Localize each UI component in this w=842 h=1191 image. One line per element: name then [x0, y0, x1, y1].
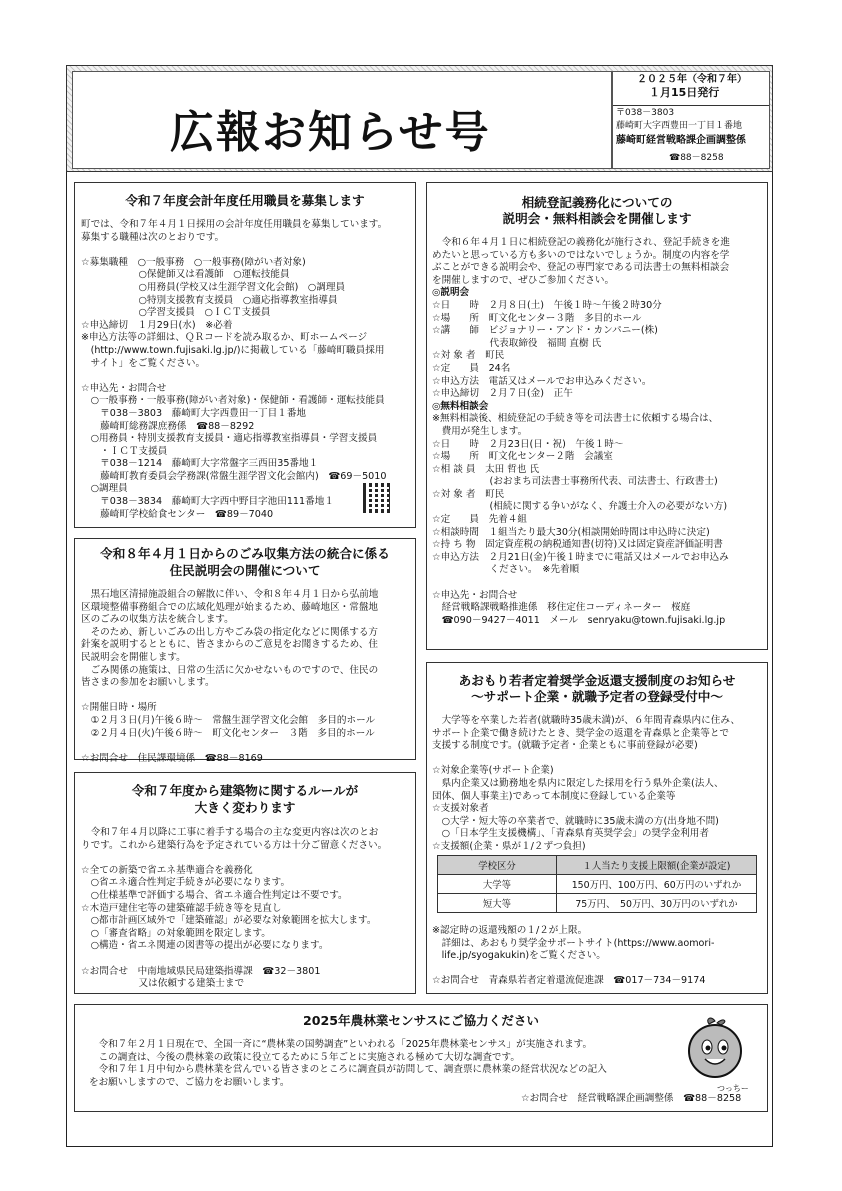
article-title-line1: 令和７年度から建築物に関するルールが: [131, 783, 359, 798]
article-title-line1: 令和８年４月１日からのごみ収集方法の統合に係る: [100, 546, 390, 561]
table-header: 学校区分: [438, 856, 557, 875]
publisher-dept: 藤崎町経営戦略課企画調整係: [616, 135, 746, 146]
article-staff-recruitment: [74, 182, 416, 528]
article-title-line2: 住民説明会の開催について: [169, 563, 321, 578]
publisher-postal: 〒038－3803: [616, 108, 675, 118]
article-body: 令和６年４月１日に相続登記の義務化が施行され、登記手続きを進 めたいと思っている方も多いのではないでしょうか。制度の内容を学 ぶことができる説明会や、登記の専門家である司法書士の無料相談会 を開催しますので、ぜひご参加ください。 ◎説明会 ☆日 時 ２月８日(土) 午後１時～午後２時30分 ☆場 所 町文化センター３階 多目的ホール ☆講 師 ビジョナリー・アンド・カンパニー(株) 代表取締役 福間 直樹 氏 ☆対 象 者 町民 ☆定 員 24名 ☆申込方法 電話又はメールでお申込みください。 ☆申込締切 ２月７日(金) 正午 ◎無料相談会 ※無料相談後、相続登記の手続き等を司法書士に依頼する場合は、 費用が発生します。 ☆日 時 ２月23日(日・祝) 午後１時～ ☆場 所 町文化センター２階 会議室 ☆相 談 員 太田 哲也 氏 (おおまち司法書士事務所代表、司法書士、行政書士) ☆対 象 者 町民 (相続に関する争いがなく、弁護士介入の必要がない方) ☆定 員 先着４組 ☆相談時間 １組当たり最大30分(相談開始時間は申込時に決定) ☆持 ち 物 固定資産税の納税通知書(切符)又は固定資産評価証明書 ☆申込方法 ２月21日(金)午後１時までに電話又はメールでお申込み ください。 ※先着順 ☆申込先・お問合せ 経営戦略課戦略推進係 移住定住コーディネーター 桜庭 ☎090－9427－4011 メール senryaku@town.fujisaki.lg.jp: [432, 237, 730, 626]
article-garbage-collection: [74, 538, 416, 764]
article-scholarship-support: [426, 662, 768, 994]
article-building-rules: [74, 772, 416, 994]
article-title: 令和７年度会計年度任用職員を募集します: [125, 193, 365, 208]
page-title: 広報お知らせ号: [170, 107, 491, 158]
article-body-top: 大学等を卒業した若者(就職時35歳未満)が、６年間青森県内に住み、 サポート企業で働き続けたとき、奨学金の返還を青森県と企業等とで 支援する制度です。(就職予定者・企業ともに事前登録が必要) ☆対象企業等(サポート企業) 県内企業又は勤務地を県内に限定した採用を行う県外企業(法人、 団体、個人事業主)であって本制度に登録している企業等 ☆支援対象者 ○大学・短大等の卒業者で、就職時に35歳未満の方(出身地不問) ○「日本学生支援機構」、「青森県育英奨学会」の奨学金利用者 ☆支援額(企業・県が１/２ずつ負担): [432, 715, 741, 852]
article-body: 町では、令和７年４月１日採用の会計年度任用職員を募集しています。 募集する職種は次のとおりです。 ☆募集職種 ○一般事務 ○一般事務(障がい者対象) ○保健師又は看護師 ○運転技能員 ○用務員(学校又は生涯学習文化会館) ○調理員 ○特別支援教育支援員 ○適応指導教室指導員 ○学習支援員 ○ＩＣＴ支援員 ☆申込締切 １月29日(水) ※必着 ※申込方法等の詳細は、ＱＲコードを読み取るか、町ホームページ (http://www.town.fujisaki.lg.jp/)に掲載している「藤崎町職員採用 サイト」をご覧ください。 ☆申込先・お問合せ ○一般事務・一般事務(障がい者対象)・保健師・看護師・運転技能員 〒038－3803 藤崎町大字西豊田一丁目１番地 藤崎町総務課庶務係 ☎88－8292 ○用務員・特別支援教育支援員・適応指導教室指導員・学習支援員 ・ＩＣＴ支援員 〒038－1214 藤崎町大字常盤字三西田35番地１ 藤崎町教育委員会学務課(常盤生涯学習文化会館内) ☎69－5010 ○調理員 〒038－3834 藤崎町大字西中野目字池田111番地１ 藤崎町学校給食センター ☎89－7040: [81, 219, 388, 520]
publisher-address: 藤崎町大字西豊田一丁目１番地: [616, 121, 743, 131]
article-title-line2: 大きく変わります: [194, 800, 296, 815]
masthead-divider: [613, 105, 769, 106]
article-body-bottom: ※認定時の返還残額の１/２が上限。 詳細は、あおもり奨学金サポートサイト(https://www.aomori- life.jp/syogakukin)をご覧ください。 ☆お問合せ 青森県若者定着還流促進課 ☎017－734－9174: [432, 925, 715, 987]
table-row: 短大等 75万円、 50万円、30万円のいずれか: [438, 894, 757, 913]
article-title: 2025年農林業センサスにご協力ください: [302, 1013, 540, 1028]
article-body: 黒石地区清掃施設組合の解散に伴い、令和８年４月１日から弘前地 区環境整備事務組合での広域化処理が始まるため、藤崎地区・常盤地 区のごみの収集方法を統合します。 そのため、新しいごみの出し方やごみ袋の指定化などに関係する方 針案を説明するとともに、皆さまからのご意見をお聞きするため、住 民説明会を開催します。 ごみ関係の施策は、日常の生活に欠かせないものですので、住民の 皆さまの参加をお願いします。 ☆開催日時・場所 ①２月３日(月)午後６時～ 常盤生涯学習文化会館 多目的ホール ②２月４日(火)午後６時～ 町文化センター ３階 多目的ホール ☆お問合せ 住民課環境係 ☎88－8169: [81, 589, 379, 764]
support-amount-table: [437, 855, 757, 913]
mascot-icon: [679, 1015, 751, 1087]
table-header: １人当たり支援上限額(企業が設定): [557, 856, 757, 875]
article-title-line1: あおもり若者定着奨学金返還支援制度のお知らせ: [458, 673, 736, 688]
mascot-name: つっちー: [717, 1084, 749, 1093]
article-agriculture-census: [74, 1004, 768, 1112]
article-inheritance-registration: [426, 182, 768, 650]
article-title-line1: 相続登記義務化についての: [521, 195, 673, 210]
masthead-info: [612, 71, 770, 169]
article-title-line2: ～サポート企業・就職予定者の登録受付中～: [471, 689, 723, 704]
article-body: 令和７年４月以降に工事に着手する場合の主な変更内容は次のとお りです。これから建築行為を予定されている方は十分ご留意ください。 ☆全ての新築で省エネ基準適合を義務化 ○省エネ適合性判定手続きが必要になります。 ○仕様基準で評価する場合、省エネ適合性判定は不要です。 ☆木造戸建住宅等の建築確認手続き等を見直し ○都市計画区域外で「建築確認」が必要な対象範囲を拡大します。 ○「審査省略」の対象範囲を限定します。 ○構造・省エネ関連の図書等の提出が必要になります。 ☆お問合せ 中南地域県民局建築指導課 ☎32－3801 又は依頼する建築士まで: [81, 827, 388, 990]
issue-year: ２０２５年（令和７年）: [637, 74, 747, 85]
table-row: 大学等 150万円、100万円、60万円のいずれか: [438, 875, 757, 894]
publisher-tel: ☎88－8258: [669, 153, 724, 163]
article-body: 令和７年２月１日現在で、全国一斉に“農林業の国勢調査”といわれる「2025年農林業センサス」が実施されます。 この調査は、今後の農林業の政策に役立てるために５年ごとに実施される極めて大切な調査です。 令和７年１月中旬から農林業を営んでいる皆さまのところに調査員が訪問して、調査票に農林業の経営状況などの記入 をお願いしますので、ご協力をお願いします。: [89, 1039, 607, 1088]
qr-code-icon[interactable]: [363, 483, 393, 513]
contact: ☆お問合せ 経営戦略課企画調整係 ☎88－8258: [521, 1093, 742, 1104]
issue-date: １月15日発行: [649, 86, 720, 99]
article-title-line2: 説明会・無料相談会を開催します: [502, 211, 692, 226]
